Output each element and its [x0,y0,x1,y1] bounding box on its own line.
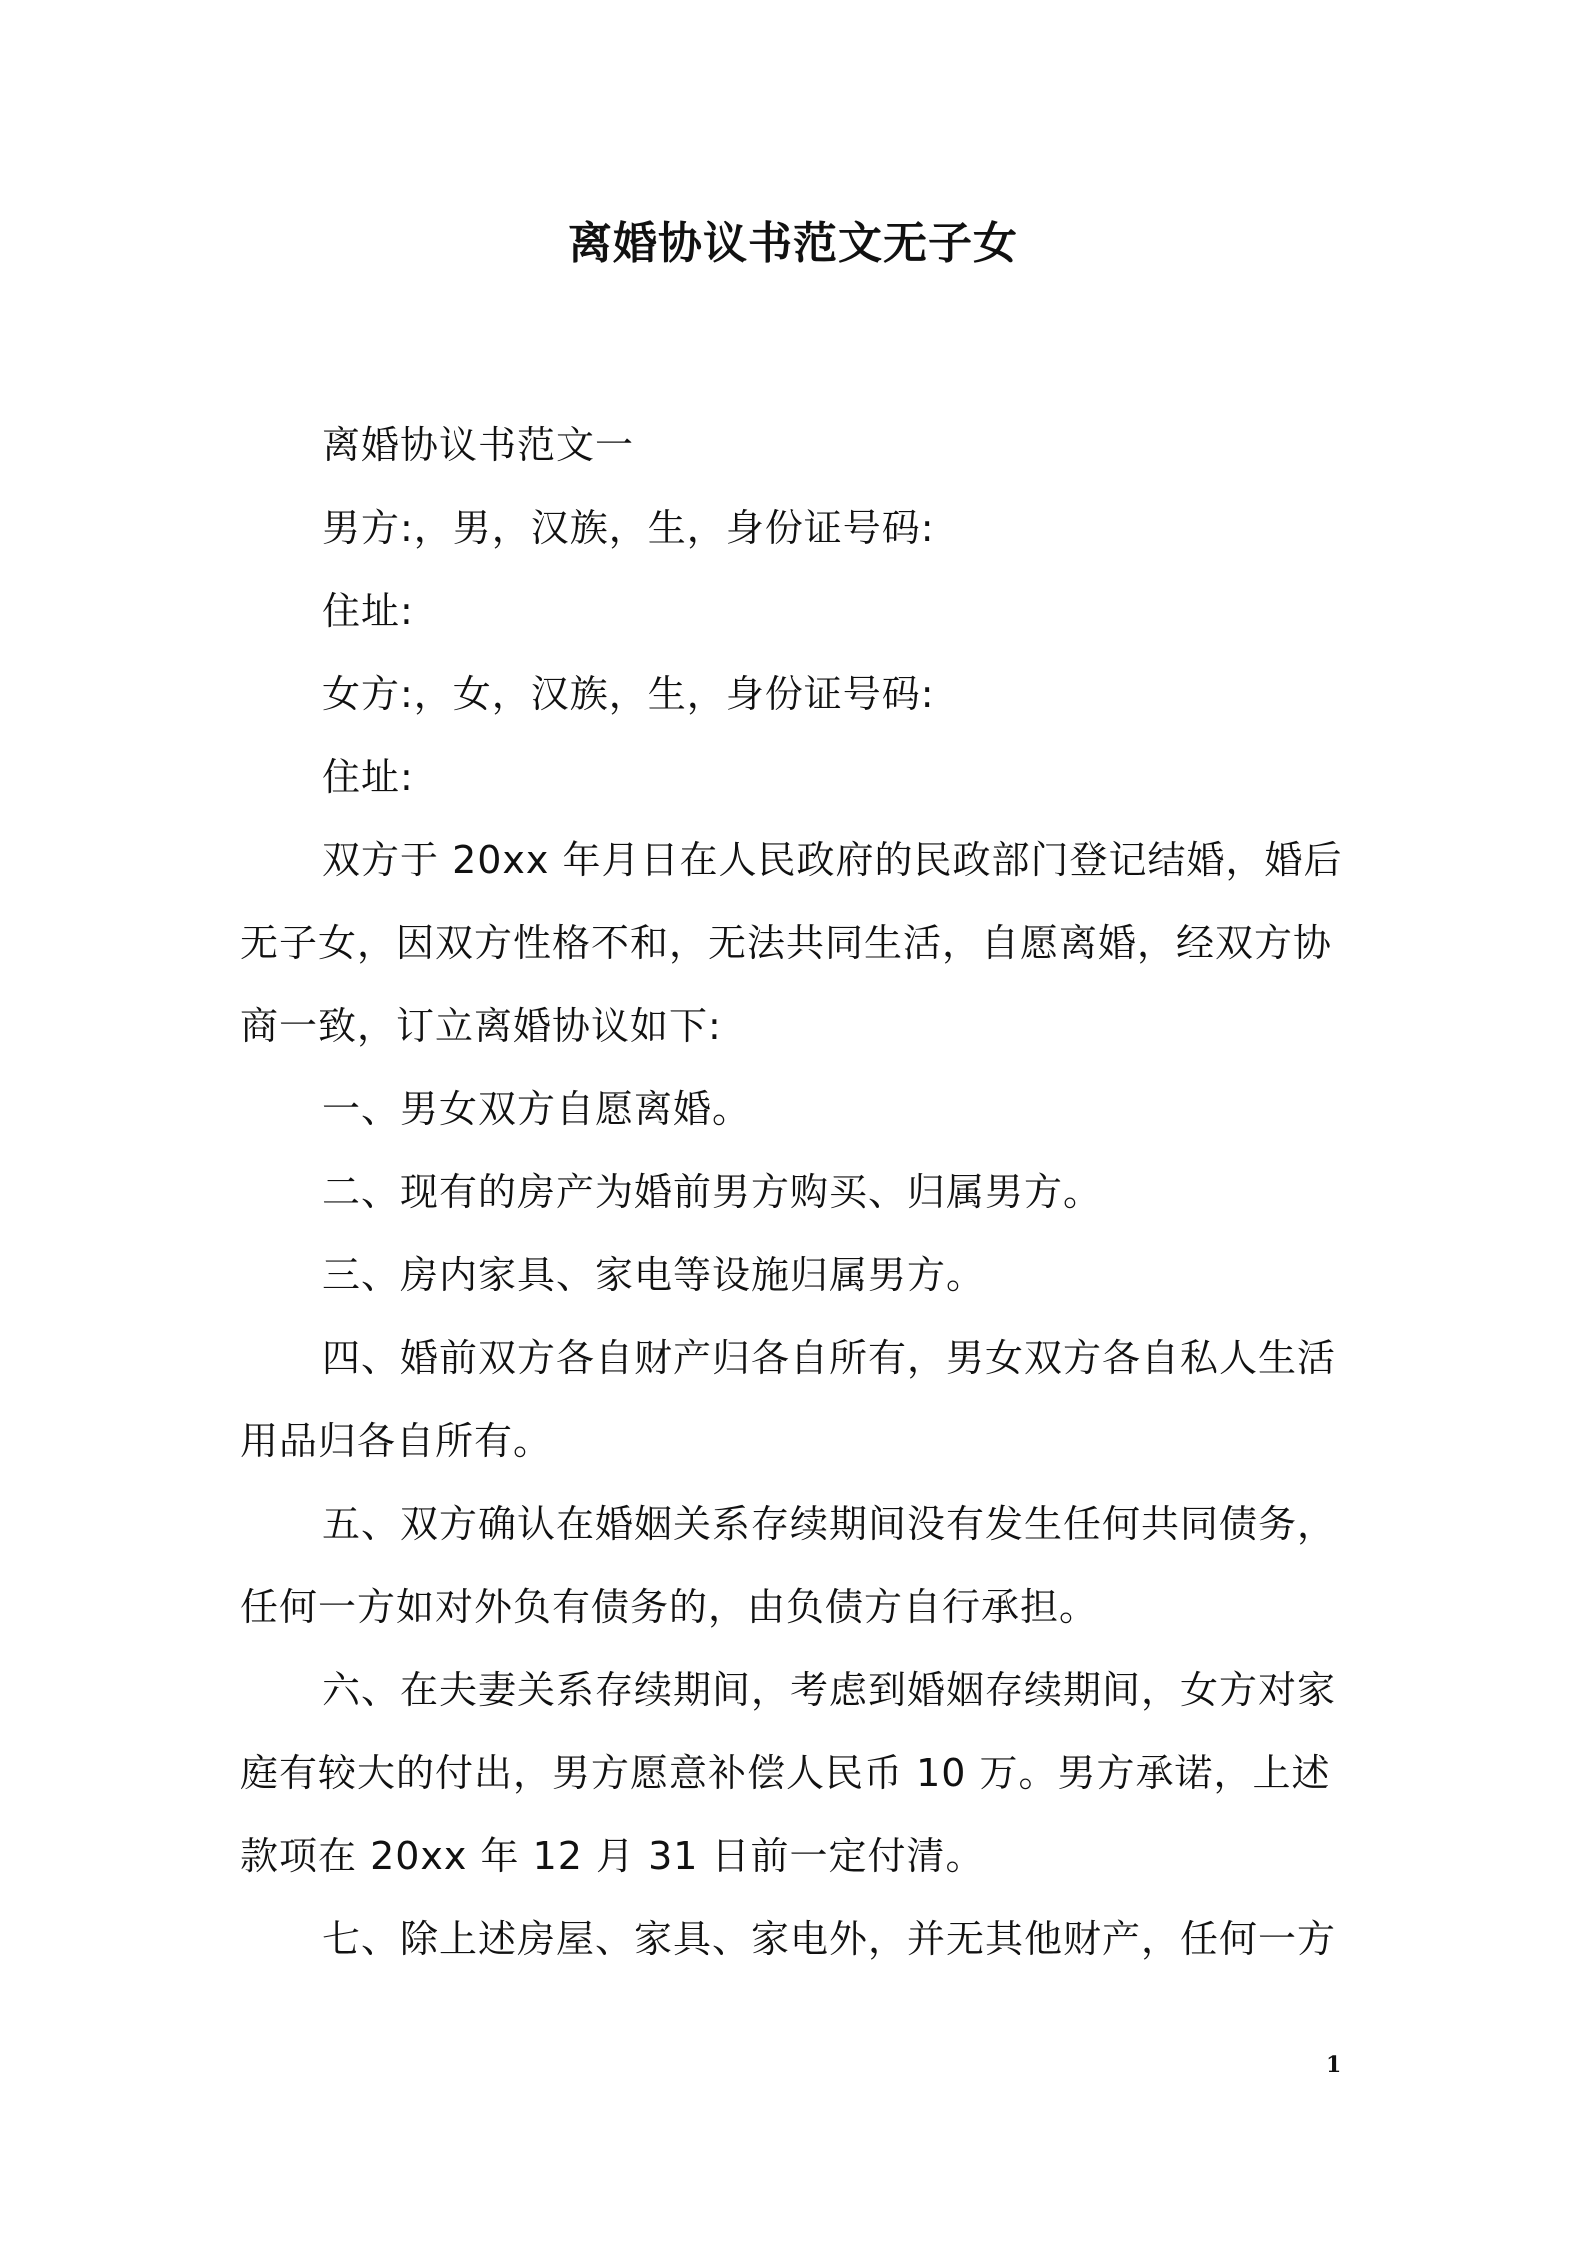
female-address-line: 住址: [322,755,414,799]
intro-paragraph: 双方于 20xx 年月日在人民政府的民政部门登记结婚，婚后无子女，因双方性格不和，无法共同生活，自愿离婚，经双方协商一致，订立离婚协议如下: [240,838,1343,1048]
clause-4: 四、婚前双方各自财产归各自所有，男女双方各自私人生活用品归各自所有。 [240,1336,1337,1463]
document-body [240,404,1352,1981]
female-party-line: 女方:，女，汉族，生，身份证号码: [322,672,935,716]
clause-2: 二、现有的房产为婚前男方购买、归属男方。 [322,1170,1103,1214]
clause-6: 六、在夫妻关系存续期间，考虑到婚姻存续期间，女方对家庭有较大的付出，男方愿意补偿人民币 10 万。男方承诺，上述款项在 20xx 年 12 月 31 日前一定付清。 [240,1668,1337,1878]
male-party-line: 男方:，男，汉族，生，身份证号码: [322,506,935,550]
clause-7: 七、除上述房屋、家具、家电外，并无其他财产，任何一方 [322,1917,1337,1961]
page-number: 1 [1326,2052,1342,2078]
male-address-line: 住址: [322,589,414,633]
section-heading: 离婚协议书范文一 [322,423,635,467]
page-title: 离婚协议书范文无子女 [568,218,1018,269]
clause-1: 一、男女双方自愿离婚。 [322,1087,752,1131]
clause-5: 五、双方确认在婚姻关系存续期间没有发生任何共同债务，任何一方如对外负有债务的，由负债方自行承担。 [240,1502,1337,1629]
clause-3: 三、房内家具、家电等设施归属男方。 [322,1253,986,1297]
